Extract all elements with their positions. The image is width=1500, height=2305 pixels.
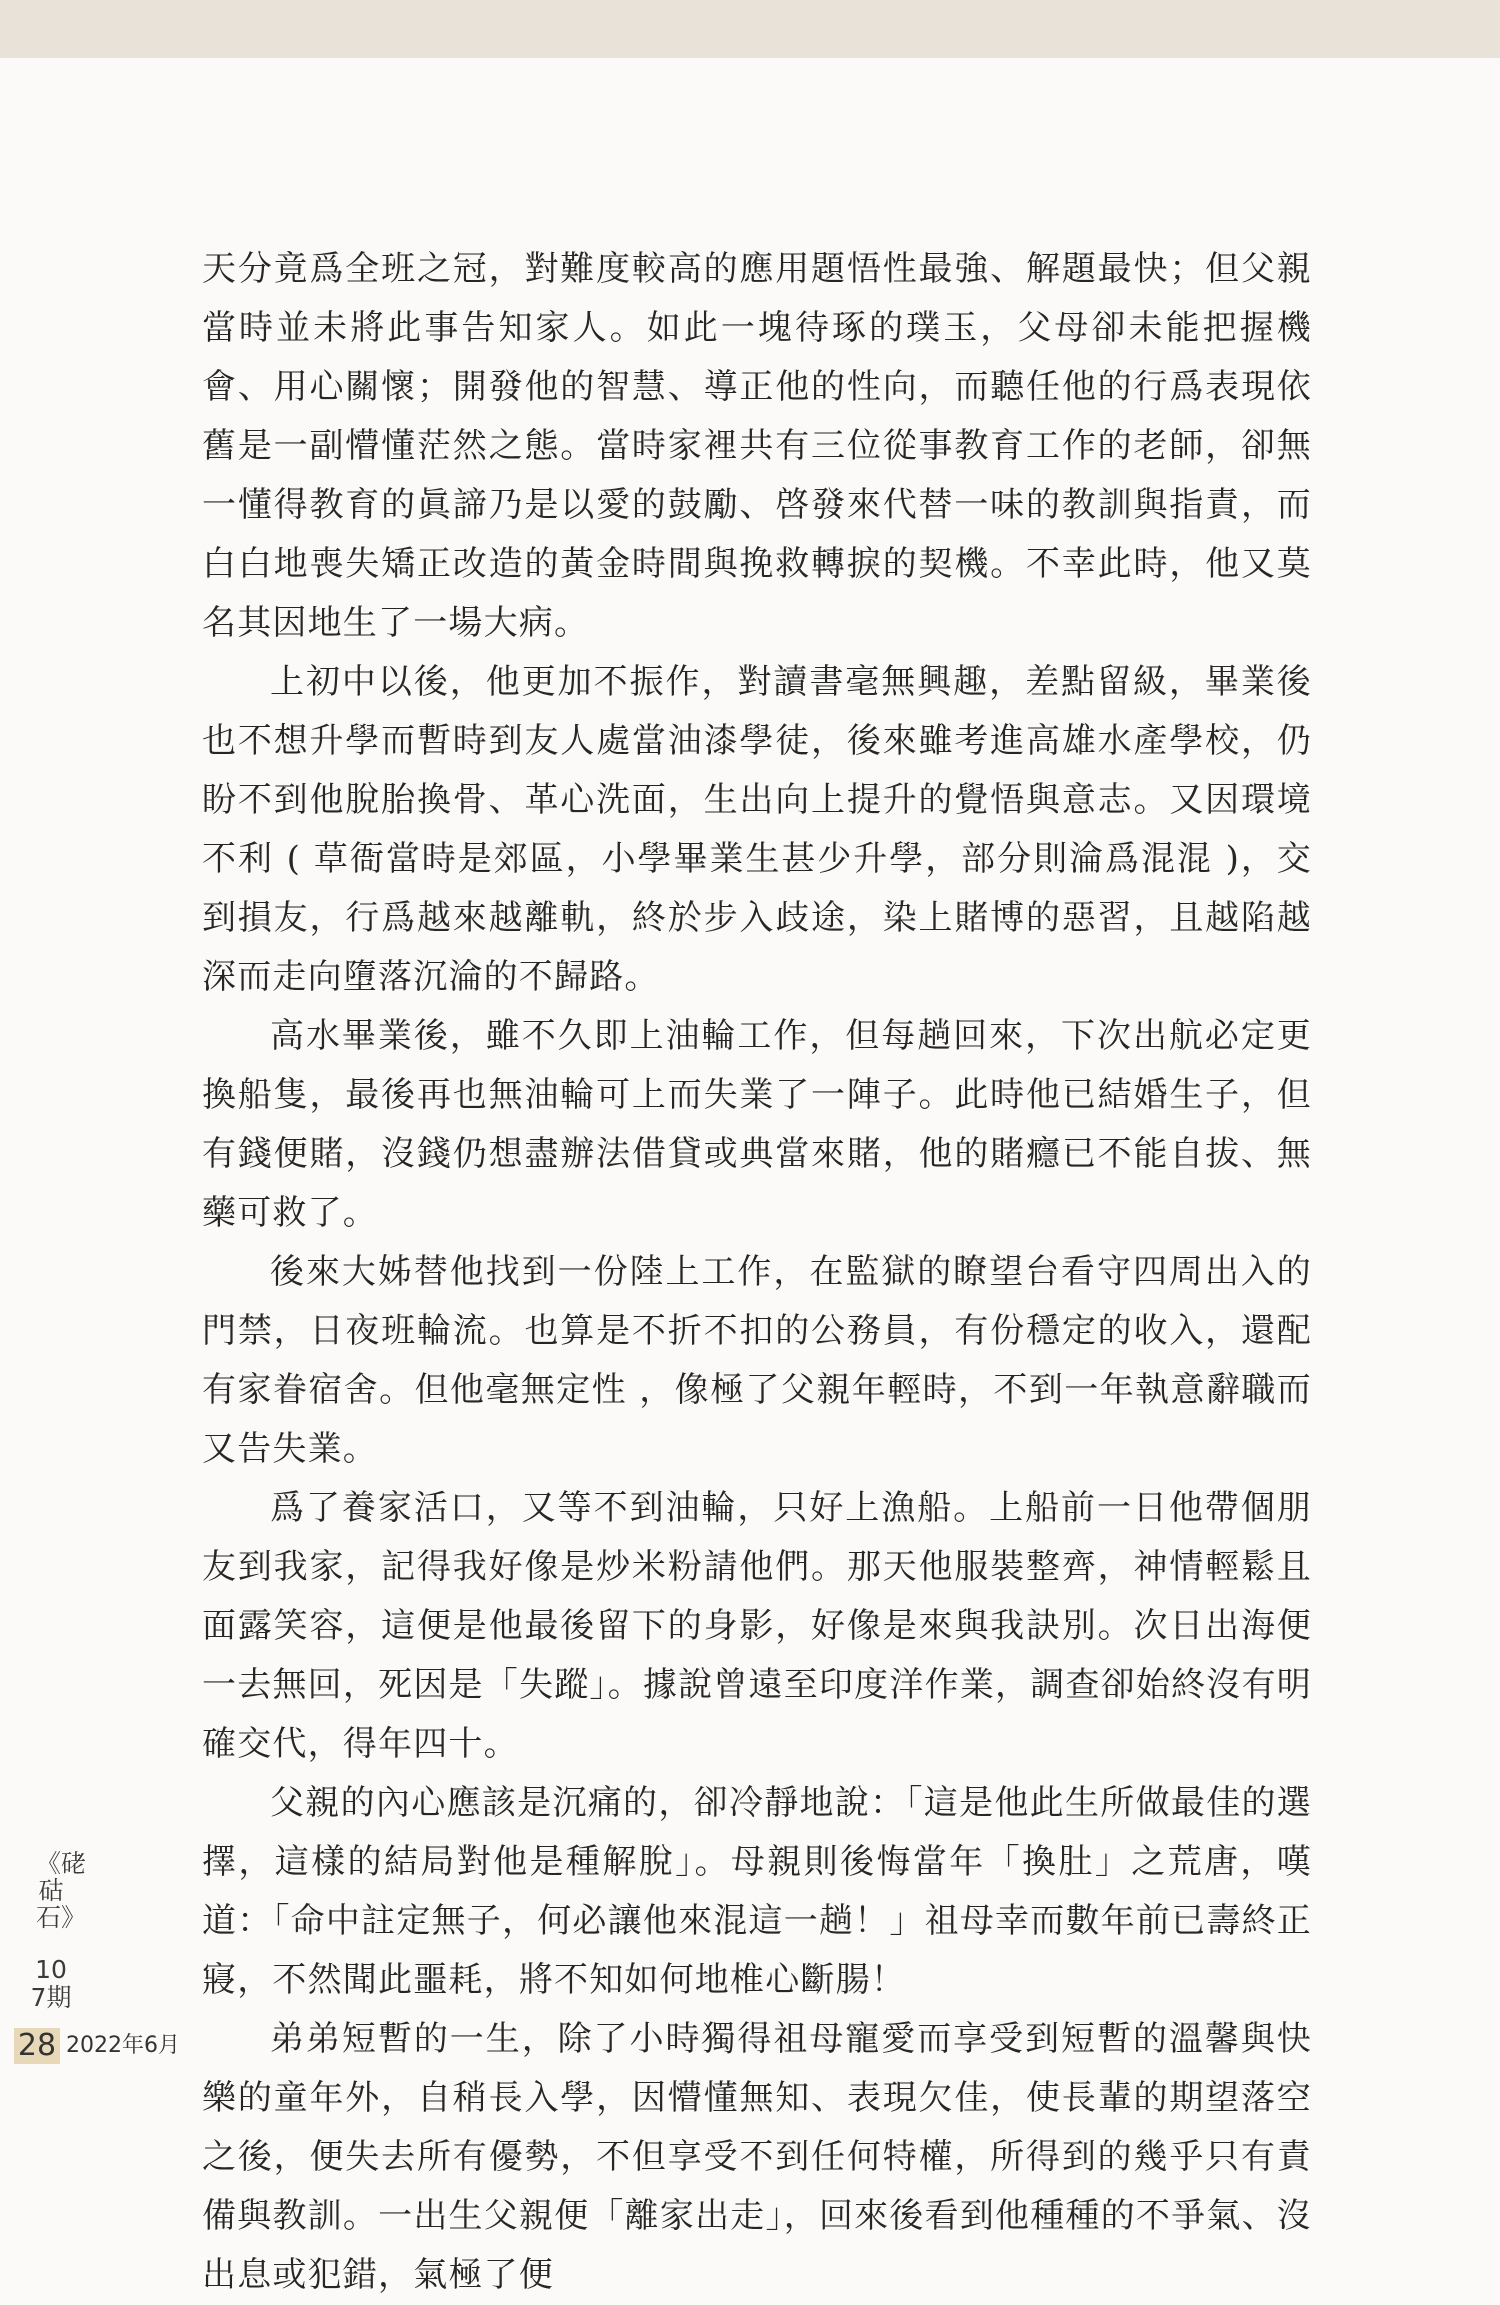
issue-number: 107期 [30,1955,72,2012]
article-body [202,240,1312,2305]
journal-title: 《硓𥑮石》 [36,1849,87,1932]
paragraph-7: 弟弟短暫的一生，除了小時獨得祖母寵愛而享受到短暫的溫馨與快樂的童年外，自稍長入學，因懵懂無知、表現欠佳，使長輩的期望落空之後，便失去所有優勢，不但享受不到任何特權，所得到的幾乎只有責備與教訓。一出生父親便「離家出走」，回來後看到他種種的不爭氣、沒出息或犯錯，氣極了便 [202,2019,1312,2295]
paragraph-4: 後來大姊替他找到一份陸上工作，在監獄的瞭望台看守四周出入的門禁，日夜班輪流。也算是不折不扣的公務員，有份穩定的收入，還配有家眷宿舍。但他毫無定性 ，像極了父親年輕時，不到一年執意辭職而又告失業。 [202,1252,1312,1469]
paragraph-1: 天分竟爲全班之冠，對難度較高的應用題悟性最強、解題最快；但父親當時並未將此事告知家人。如此一塊待琢的璞玉，父母卻未能把握機會、用心關懷；開發他的智慧、導正他的性向，而聽任他的行爲表現依舊是一副懵懂茫然之態。當時家裡共有三位從事教育工作的老師，卻無一懂得教育的眞諦乃是以愛的鼓勵、啓發來代替一味的教訓與指責，而白白地喪失矯正改造的黃金時間與挽救轉捩的契機。不幸此時，他又莫名其因地生了一場大病。 [202,249,1312,643]
paragraph-2: 上初中以後，他更加不振作，對讀書毫無興趣，差點留級，畢業後也不想升學而暫時到友人處當油漆學徒，後來雖考進高雄水產學校，仍盼不到他脫胎換骨、革心洗面，生出向上提升的覺悟與意志。又因環境不利 ( 草衙當時是郊區，小學畢業生甚少升學，部分則淪爲混混 )，交到損友，行爲越來越離軌，終於步入歧途，染上賭博的惡習，且越陷越深而走向墮落沉淪的不歸路。 [202,662,1312,997]
paragraph-6: 父親的內心應該是沉痛的，卻冷靜地說：「這是他此生所做最佳的選擇，這樣的結局對他是種解脫」。母親則後悔當年「換肚」之荒唐，嘆道：「命中註定無子，何必讓他來混這一趟！」祖母幸而數年前已壽終正寢，不然聞此噩耗，將不知如何地椎心斷腸！ [202,1783,1312,2000]
page-number: 28 [14,2028,60,2064]
paragraph-3: 高水畢業後，雖不久即上油輪工作，但每趟回來，下次出航必定更換船隻，最後再也無油輪可上而失業了一陣子。此時他已結婚生子，但有錢便賭，沒錢仍想盡辦法借貸或典當來賭，他的賭癮已不能自拔、無藥可救了。 [202,1016,1312,1233]
page-top-band [0,0,1500,58]
paragraph-5: 爲了養家活口，又等不到油輪，只好上漁船。上船前一日他帶個朋友到我家，記得我好像是炒米粉請他們。那天他服裝整齊，神情輕鬆且面露笑容，這便是他最後留下的身影，好像是來與我訣別。次日出海便一去無回，死因是「失蹤」。據說曾遠至印度洋作業，調查卻始終沒有明確交代，得年四十。 [202,1488,1312,1764]
issue-date: 2022年6月 [66,2033,180,2058]
